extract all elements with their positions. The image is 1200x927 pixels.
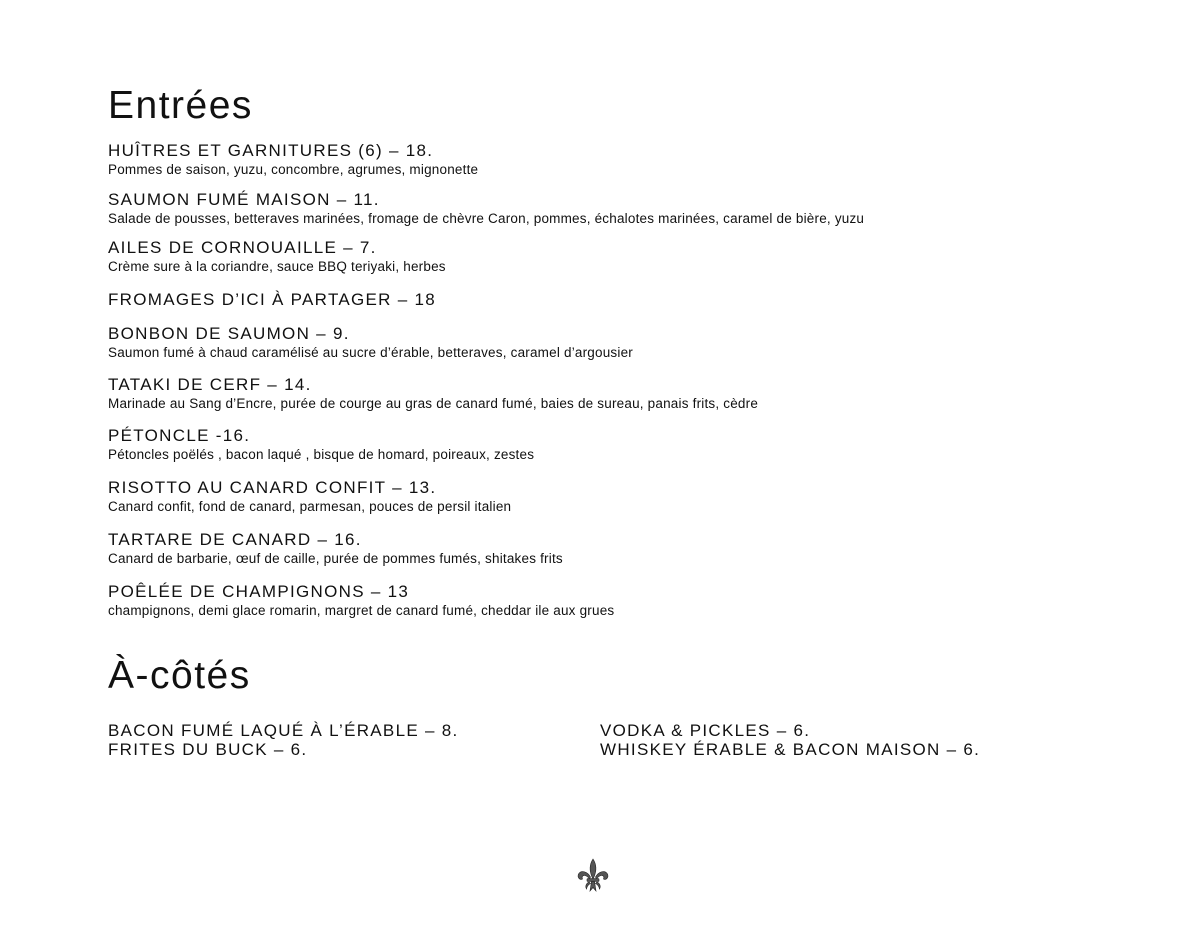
menu-item <box>108 324 633 361</box>
item-description: Salade de pousses, betteraves marinées, fromage de chèvre Caron, pommes, échalotes marinées, caramel de bière, yuzu <box>108 211 865 226</box>
item-description: Crème sure à la coriandre, sauce BBQ teriyaki, herbes <box>108 259 446 274</box>
item-name: RISOTTO AU CANARD CONFIT – 13. <box>108 478 437 497</box>
item-name: BONBON DE SAUMON – 9. <box>108 324 350 343</box>
menu-item <box>108 141 478 178</box>
menu-item <box>108 190 864 227</box>
item-name: TARTARE DE CANARD – 16. <box>108 530 362 549</box>
item-name: SAUMON FUMÉ MAISON – 11. <box>108 190 380 209</box>
menu-page <box>108 0 1108 927</box>
menu-item <box>108 290 436 310</box>
item-description: champignons, demi glace romarin, margret de canard fumé, cheddar ile aux grues <box>108 603 615 618</box>
item-name: AILES DE CORNOUAILLE – 7. <box>108 238 377 257</box>
acotes-title: À-côtés <box>108 654 251 697</box>
menu-item <box>108 426 534 463</box>
item-name: PÉTONCLE -16. <box>108 426 251 445</box>
side-item: WHISKEY ÉRABLE & BACON MAISON – 6. <box>600 740 981 759</box>
menu-item <box>108 582 614 619</box>
entrees-title: Entrées <box>108 84 253 127</box>
menu-item <box>108 478 511 515</box>
sides-column-right <box>600 721 980 759</box>
item-description: Canard de barbarie, œuf de caille, purée de pommes fumés, shitakes frits <box>108 551 563 566</box>
item-name: POÊLÉE DE CHAMPIGNONS – 13 <box>108 582 410 601</box>
menu-item <box>108 530 563 567</box>
item-name: FROMAGES D’ICI À PARTAGER – 18 <box>108 290 437 309</box>
fleur-de-lis-icon <box>576 858 610 894</box>
sides-column-left <box>108 721 459 759</box>
side-item: BACON FUMÉ LAQUÉ À L’ÉRABLE – 8. <box>108 721 459 740</box>
item-description: Marinade au Sang d’Encre, purée de courge au gras de canard fumé, baies de sureau, panais frits, cèdre <box>108 396 759 411</box>
menu-item <box>108 238 446 275</box>
item-name: TATAKI DE CERF – 14. <box>108 375 312 394</box>
item-name: HUÎTRES ET GARNITURES (6) – 18. <box>108 141 434 160</box>
item-description: Pétoncles poëlés , bacon laqué , bisque de homard, poireaux, zestes <box>108 447 535 462</box>
side-item: VODKA & PICKLES – 6. <box>600 721 811 740</box>
item-description: Canard confit, fond de canard, parmesan, pouces de persil italien <box>108 499 512 514</box>
item-description: Pommes de saison, yuzu, concombre, agrumes, mignonette <box>108 162 479 177</box>
side-item: FRITES DU BUCK – 6. <box>108 740 308 759</box>
item-description: Saumon fumé à chaud caramélisé au sucre d’érable, betteraves, caramel d’argousier <box>108 345 633 360</box>
menu-item <box>108 375 758 412</box>
